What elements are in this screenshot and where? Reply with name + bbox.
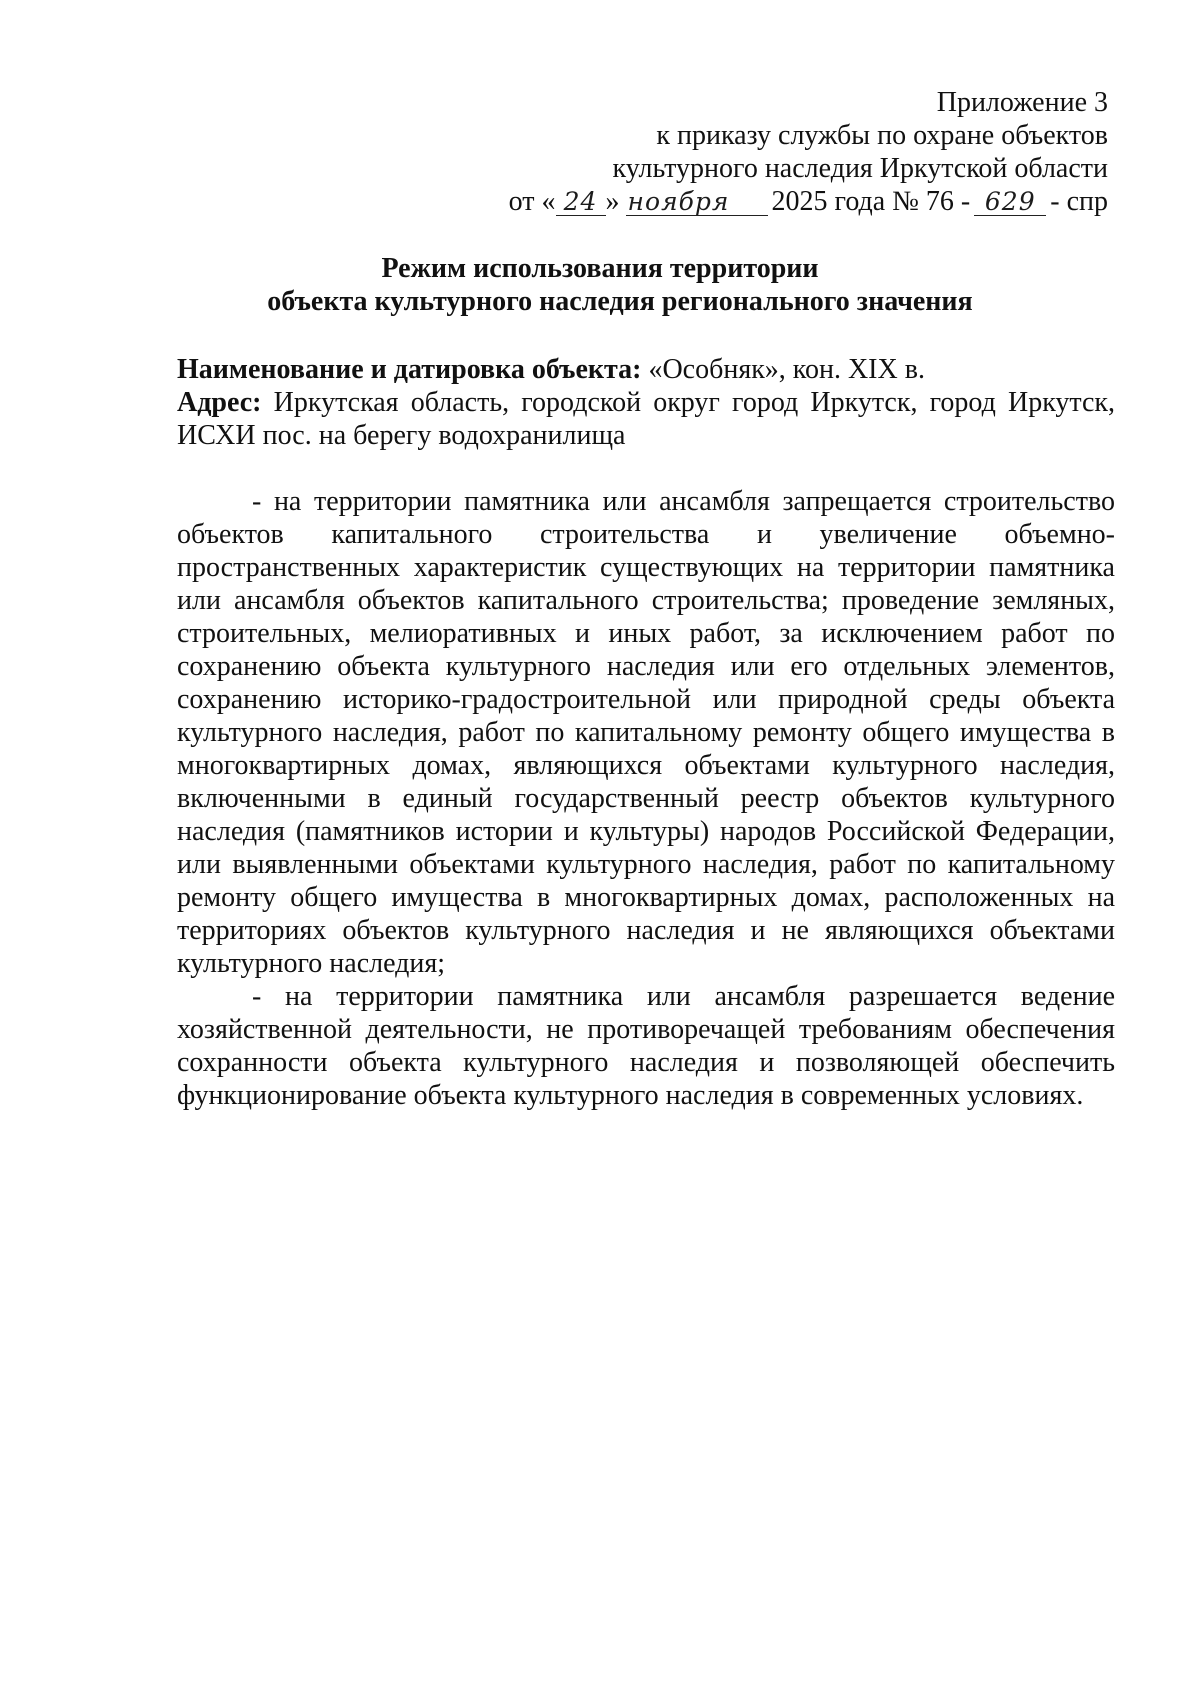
- date-prefix: от «: [508, 186, 556, 217]
- document-title: [0, 252, 1200, 318]
- handwritten-month: ноября: [626, 189, 768, 216]
- date-year-text: 2025 года № 76 -: [771, 186, 971, 217]
- title-line-1: Режим использования территории: [381, 253, 819, 284]
- title-line-2: объекта культурного наследия регионального значения: [267, 286, 973, 317]
- appendix-number: Приложение 3: [936, 87, 1108, 118]
- regulation-paragraph-1: - на территории памятника или ансамбля запрещается строительство объектов капитального строительства и увеличение объемно-пространственных характеристик существующих на территории памятника или ансамбля объектов капитального строительства; проведение земляных, строительных, мелиоративных и иных работ, за исключением работ по сохранению объекта культурного наследия или его отдельных элементов, сохранению историко-градостроительной или природной среды объекта культурного наследия, работ по капитальному ремонту общего имущества в многоквартирных домах, являющихся объектами культурного наследия, включенными в единый государственный реестр объектов культурного наследия (памятников истории и культуры) народов Российской Федерации, или выявленными объектами культурного наследия, работ по капитальному ремонту общего имущества в многоквартирных домах, расположенных на территориях объектов культурного наследия и не являющихся объектами культурного наследия;: [177, 486, 1115, 979]
- object-name-value: «Особняк», кон. XIX в.: [648, 354, 925, 385]
- appendix-header: [509, 86, 1108, 218]
- handwritten-day: 24: [556, 189, 606, 216]
- handwritten-order-number: 629: [974, 189, 1046, 216]
- order-suffix: - спр: [1050, 186, 1108, 217]
- object-address-label: Адрес:: [177, 387, 262, 418]
- date-mid: »: [605, 186, 620, 217]
- object-name-row: [177, 353, 1115, 386]
- object-address-row: [177, 386, 1115, 452]
- order-reference-line: к приказу службы по охране объектов: [656, 120, 1108, 151]
- object-address-value: Иркутская область, городской округ город Иркутск, город Иркутск, ИСХИ пос. на берегу водохранилища: [177, 387, 1116, 451]
- object-info: [177, 353, 1115, 452]
- order-date-line: [509, 185, 1108, 218]
- authority-name-line: культурного наследия Иркутской области: [612, 153, 1108, 184]
- regulations-body: [177, 485, 1115, 1112]
- object-name-label: Наименование и датировка объекта:: [177, 354, 642, 385]
- regulation-paragraph-2: - на территории памятника или ансамбля разрешается ведение хозяйственной деятельности, не противоречащей требованиям обеспечения сохранности объекта культурного наследия и позволяющей обеспечить функционирование объекта культурного наследия в современных условиях.: [177, 981, 1115, 1111]
